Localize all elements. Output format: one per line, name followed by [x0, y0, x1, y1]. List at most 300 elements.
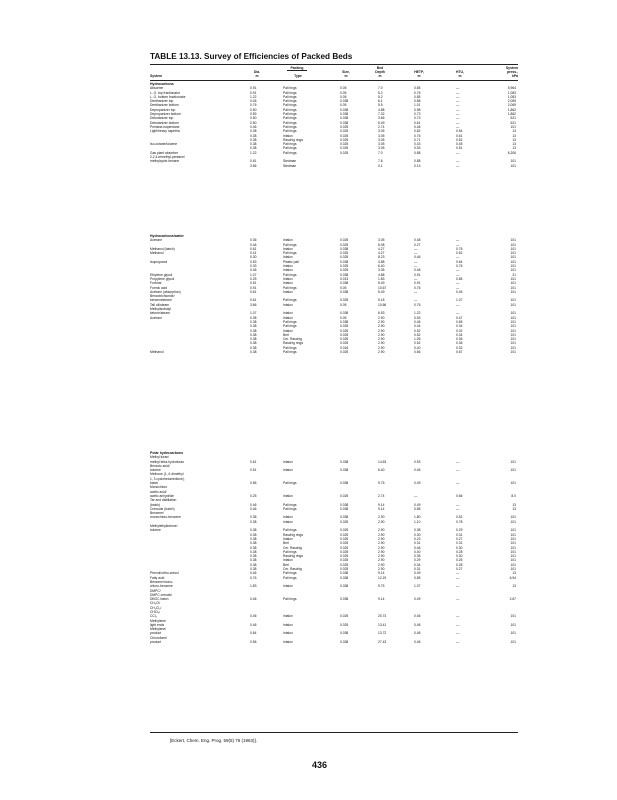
cell-system: methylcycle-hexane	[150, 159, 180, 164]
cell-dia: 1.22	[250, 94, 257, 99]
cell-bed-depth: 2.90	[378, 536, 385, 541]
cell-system-pressure: 101	[510, 124, 516, 129]
cell-system: Isopropanol	[150, 259, 168, 264]
cell-dia: 0.38	[250, 567, 257, 572]
cell-packing-type: Pall rings	[283, 350, 297, 355]
cell-htu: 0.54	[456, 129, 463, 134]
cell-packing-type: Intalox	[283, 622, 293, 627]
cell-packing-type: Pall rings	[283, 94, 297, 99]
cell-system-pressure: 101	[510, 285, 516, 290]
cell-bed-depth: 2.90	[378, 549, 385, 554]
cell-packing-type: Raschig rings	[283, 341, 303, 346]
cell-system-pressure: 1,083	[507, 94, 516, 99]
cell-hetp: 0.76	[414, 133, 421, 138]
cell-packing-size: 0.038	[340, 584, 349, 589]
cell-system-pressure: 101	[510, 459, 516, 464]
cell-packing-type: Pall rings	[283, 481, 297, 486]
cell-htu: —	[456, 268, 460, 273]
cell-system-pressure: 1,083	[507, 90, 516, 95]
cell-dia: 0.46	[250, 622, 257, 627]
cell-hetp: 0.38	[414, 528, 421, 533]
cell-packing-type: Intalox	[283, 268, 293, 273]
table-row	[150, 640, 518, 644]
cell-hetp: 0.30	[414, 532, 421, 537]
cell-system-pressure: 101	[510, 640, 516, 645]
cell-dia: 0.30	[250, 255, 257, 260]
cell-packing-type: Intalox	[283, 640, 293, 645]
cell-bed-depth: 2.90	[378, 519, 385, 524]
cell-system: Tar and distillation	[150, 498, 177, 503]
cell-htu: —	[456, 640, 460, 645]
cell-packing-type: Pall rings	[283, 272, 297, 277]
cell-packing-size: 0.038	[340, 575, 349, 580]
cell-system: Methanol	[150, 251, 164, 256]
section-hydrocarbons-water	[150, 234, 518, 354]
cell-packing-type: Pall rings	[283, 124, 297, 129]
cell-system-pressure: 13	[512, 584, 516, 589]
cell-system-pressure: 6.94	[509, 575, 516, 580]
cell-packing-type: Pall rings	[283, 116, 297, 121]
cell-dia: 1.07	[250, 272, 257, 277]
cell-dia: 0.50	[250, 120, 257, 125]
cell-system-pressure: 21	[512, 272, 516, 277]
cell-hetp: 0.13	[414, 163, 421, 168]
cell-system: Methylethylketone/	[150, 524, 178, 529]
cell-dia: 0.38	[250, 324, 257, 329]
cell-dia: 0.61	[250, 246, 257, 251]
cell-system-pressure: 101	[510, 528, 516, 533]
cell-system-pressure: 101	[510, 515, 516, 520]
cell-packing-size: 0.025	[340, 328, 349, 333]
cell-htu: 0.28	[456, 562, 463, 567]
cell-packing-size: 0.025	[340, 298, 349, 303]
cell-packing-type: Stedman	[283, 159, 297, 164]
cell-system: Acetone (absorption)	[150, 289, 181, 294]
cell-htu: 0.31	[456, 532, 463, 537]
cell-dia: 0.46	[250, 242, 257, 247]
cell-bed-depth: 7.0	[378, 150, 383, 155]
cell-htu: 0.45	[456, 142, 463, 147]
cell-system-pressure: 2,069	[507, 99, 516, 104]
cell-system: Debutanizer bottom	[150, 120, 179, 125]
cell-dia: 0.61	[250, 289, 257, 294]
cell-packing-size: 0.025	[340, 614, 349, 619]
cell-system: toluene	[150, 468, 161, 473]
cell-hetp: 0.76	[414, 90, 421, 95]
cell-packing-size: 0.038	[340, 281, 349, 286]
cell-packing-size: 0.025	[340, 264, 349, 269]
cell-system-pressure: 13	[512, 571, 516, 576]
cell-htu: 0.52	[456, 515, 463, 520]
cell-system-pressure: 101	[510, 631, 516, 636]
cell-packing-type: Raschig rings	[283, 554, 303, 559]
cell-system: Deethanizer top	[150, 99, 174, 104]
cell-htu: —	[456, 159, 460, 164]
cell-bed-depth: 4.88	[378, 259, 385, 264]
header-system-press-2: press.,	[507, 70, 518, 75]
cell-bed-depth: 9.75	[378, 584, 385, 589]
cell-packing-type: Pall rings	[283, 146, 297, 151]
cell-packing-type: Berl	[283, 562, 289, 567]
cell-packing-size: 0.038	[340, 246, 349, 251]
cell-packing-type: Intalox	[283, 631, 293, 636]
cell-htu: 0.64	[456, 259, 463, 264]
cell-packing-size: 0.038	[340, 571, 349, 576]
cell-bed-depth: 9.14	[378, 597, 385, 602]
cell-dia: 0.38	[250, 528, 257, 533]
cell-system: Benzene/mono-	[150, 579, 174, 584]
cell-htu: 0.32	[456, 345, 463, 350]
cell-htu: 0.52	[456, 251, 463, 256]
cell-system: (batch)	[150, 502, 161, 507]
cell-htu: 0.26	[456, 558, 463, 563]
cell-hetp: 1.01	[414, 103, 421, 108]
cell-packing-size: 0.025	[340, 324, 349, 329]
header-dia: Dia.	[253, 70, 261, 75]
cell-system-pressure: 101	[510, 315, 516, 320]
cell-hetp: 0.44	[414, 324, 421, 329]
cell-htu: 0.85	[456, 276, 463, 281]
cell-packing-type: Pall rings	[283, 597, 297, 602]
cell-bed-depth: 10.66	[378, 302, 387, 307]
cell-packing-size: 0.025	[340, 541, 349, 546]
cell-hetp: 0.53	[414, 146, 421, 151]
cell-system: chloro-benzene	[150, 584, 173, 589]
cell-system: Pentane-isopentane	[150, 124, 180, 129]
cell-htu: —	[456, 255, 460, 260]
cell-htu: —	[456, 124, 460, 129]
cell-system: L. O. bottom fractionator	[150, 94, 186, 99]
cell-htu: 0.32	[456, 328, 463, 333]
cell-bed-depth: 5.5	[378, 103, 383, 108]
cell-hetp: 0.85	[414, 86, 421, 91]
cell-system: product	[150, 631, 161, 636]
cell-packing-type: Pall rings	[283, 107, 297, 112]
cell-htu: —	[456, 285, 460, 290]
cell-packing-type: Intalox	[283, 515, 293, 520]
cell-system-pressure: 1,862	[507, 107, 516, 112]
cell-htu: —	[456, 468, 460, 473]
cell-packing-type: Pall rings	[283, 99, 297, 104]
section-title: Hydrocarbons	[150, 82, 174, 86]
cell-packing-size: 0.025	[340, 622, 349, 627]
cell-packing-type: Intalox	[283, 133, 293, 138]
cell-packing-type: Plastic pall	[283, 259, 299, 264]
cell-packing-type: Pall rings	[283, 528, 297, 533]
cell-bed-depth: 6.53	[378, 311, 385, 316]
cell-bed-depth: 2.90	[378, 554, 385, 559]
cell-packing-size: 0.038	[340, 289, 349, 294]
header-dia-unit: m	[255, 74, 259, 79]
cell-bed-depth: 5.2	[378, 94, 383, 99]
cell-dia: 0.61	[250, 459, 257, 464]
cell-packing-type: Pall rings	[283, 285, 297, 290]
cell-bed-depth: 5.49	[378, 289, 385, 294]
cell-dia: 0.51	[250, 281, 257, 286]
header-hetp-unit: m	[417, 74, 421, 79]
cell-system-pressure: 101	[510, 268, 516, 273]
cell-packing-type: Intalox	[283, 558, 293, 563]
cell-system-pressure: 101	[510, 324, 516, 329]
cell-dia: 0.56	[250, 481, 257, 486]
cell-dia: 1.83	[250, 584, 257, 589]
cell-system: CH₃Cl/	[150, 601, 161, 606]
cell-system: Acetone	[150, 238, 163, 243]
cell-dia: 0.38	[250, 332, 257, 337]
cell-packing-size: 0.025	[340, 350, 349, 355]
cell-system-pressure: 101	[510, 289, 516, 294]
cell-bed-depth: 9.14	[378, 571, 385, 576]
cell-htu: —	[456, 571, 460, 576]
cell-packing-type: Intalox	[283, 246, 293, 251]
cell-bed-depth: 6.40	[378, 468, 385, 473]
cell-packing-type: Berl	[283, 541, 289, 546]
cell-htu: —	[456, 94, 460, 99]
cell-bed-depth: 2.90	[378, 350, 385, 355]
cell-system-pressure: 101	[510, 159, 516, 164]
cell-dia: 0.38	[250, 315, 257, 320]
cell-hetp: 0.73	[414, 112, 421, 117]
cell-packing-size: 0.025	[340, 146, 349, 151]
cell-packing-size: 0.025	[340, 519, 349, 524]
cell-packing-type: Intalox	[283, 614, 293, 619]
cell-dia: 0.38	[250, 319, 257, 324]
header-rule	[150, 80, 518, 81]
cell-dia: 0.25	[250, 493, 257, 498]
cell-bed-depth: 3.05	[378, 133, 385, 138]
cell-htu: 0.76	[456, 264, 463, 269]
cell-dia: 0.46	[250, 597, 257, 602]
cell-htu: 0.61	[456, 133, 463, 138]
cell-packing-size: 0.038	[340, 311, 349, 316]
header-htu-unit: m	[458, 74, 462, 79]
cell-system-pressure: 101	[510, 311, 516, 316]
cell-hetp: 0.46	[414, 468, 421, 473]
cell-bed-depth: 5.2	[378, 90, 383, 95]
cell-dia: 0.46	[250, 506, 257, 511]
cell-system: CH₂Cl₂/	[150, 605, 162, 610]
page-number: 436	[312, 760, 328, 770]
cell-bed-depth: 2.90	[378, 324, 385, 329]
cell-packing-type: Intalox	[283, 468, 293, 473]
cell-packing-size: 0.05	[340, 285, 347, 290]
cell-packing-size: 0.025	[340, 137, 349, 142]
cell-htu: 0.52	[456, 137, 463, 142]
cell-packing-type: Intalox	[283, 302, 293, 307]
cell-system-pressure: 13	[512, 146, 516, 151]
cell-bed-depth: 8.23	[378, 255, 385, 260]
cell-system: Fatty acid	[150, 575, 165, 580]
cell-hetp: 0.88	[414, 159, 421, 164]
cell-packing-type: Intalox	[283, 238, 293, 243]
cell-system: Benzotrichloride/	[150, 294, 175, 299]
cell-system: 1, 3 cyclohexanedione),	[150, 476, 185, 481]
cell-htu: —	[456, 238, 460, 243]
cell-system: Ethylene glycol	[150, 272, 173, 277]
cell-hetp: 0.48	[414, 238, 421, 243]
cell-system-pressure: 101	[510, 562, 516, 567]
cell-hetp: —	[414, 259, 418, 264]
cell-bed-depth: 3.35	[378, 268, 385, 273]
cell-system: Phenol/ortho-cresol	[150, 571, 179, 576]
cell-system: Iso-octane/toluene	[150, 142, 178, 147]
cell-htu: —	[456, 481, 460, 486]
cell-dia: 0.38	[250, 341, 257, 346]
cell-system: Methylene/	[150, 618, 167, 623]
cell-system: Depropanizer top	[150, 107, 176, 112]
cell-bed-depth: 2.74	[378, 493, 385, 498]
cell-dia: 0.50	[250, 116, 257, 121]
cell-htu: —	[456, 575, 460, 580]
cell-bed-depth: 9.14	[378, 502, 385, 507]
cell-hetp: —	[414, 493, 418, 498]
cell-hetp: —	[414, 251, 418, 256]
cell-dia: 0.38	[250, 129, 257, 134]
cell-hetp: 0.40	[414, 549, 421, 554]
cell-packing-size: 0.025	[340, 238, 349, 243]
cell-hetp: 0.71	[414, 137, 421, 142]
cell-packing-size: 0.05	[340, 90, 347, 95]
cell-system: Methylene/	[150, 627, 167, 632]
cell-system-pressure: 101	[510, 541, 516, 546]
table-row	[150, 350, 518, 354]
cell-hetp: 0.85	[414, 94, 421, 99]
cell-htu: —	[456, 103, 460, 108]
cell-system-pressure: 101	[510, 567, 516, 572]
cell-bed-depth: 10.67	[378, 285, 387, 290]
cell-htu: 0.27	[456, 567, 463, 572]
cell-bed-depth: 4.88	[378, 272, 385, 277]
cell-bed-depth: 2.90	[378, 341, 385, 346]
cell-packing-size: 0.038	[340, 459, 349, 464]
cell-dia: 0.38	[250, 137, 257, 142]
cell-htu: 0.67	[456, 350, 463, 355]
cell-dia: 0.51	[250, 468, 257, 473]
cell-dia: 0.50	[250, 107, 257, 112]
cell-system-pressure: 101	[510, 545, 516, 550]
cell-packing-size: 0.038	[340, 112, 349, 117]
cell-hetp: 0.31	[414, 541, 421, 546]
cell-system-pressure: 101	[510, 337, 516, 342]
cell-hetp: 0.61	[414, 120, 421, 125]
cell-hetp: 0.76	[414, 285, 421, 290]
cell-dia: 0.38	[250, 519, 257, 524]
cell-system-pressure: 101	[510, 481, 516, 486]
cell-hetp: 0.31	[414, 567, 421, 572]
cell-bed-depth: 6.1	[378, 99, 383, 104]
cell-system-pressure: 101	[510, 536, 516, 541]
cell-packing-type: Pall rings	[283, 86, 297, 91]
cell-hetp: 0.46	[414, 614, 421, 619]
cell-system: CCl₄	[150, 614, 157, 619]
cell-system: Creosote (batch)	[150, 506, 175, 511]
cell-bed-depth: 9.75	[378, 481, 385, 486]
cell-htu: —	[456, 311, 460, 316]
cell-bed-depth: 2.90	[378, 545, 385, 550]
cell-packing-type: Pall rings	[283, 142, 297, 147]
cell-bed-depth: 2.90	[378, 562, 385, 567]
cell-bed-depth: 6.08	[378, 242, 385, 247]
cell-dia: 0.38	[250, 545, 257, 550]
cell-packing-type: Pall rings	[283, 324, 297, 329]
cell-dia: 0.46	[250, 268, 257, 273]
cell-htu: —	[456, 120, 460, 125]
cell-system-pressure: 101	[510, 622, 516, 627]
cell-htu: 0.34	[456, 324, 463, 329]
cell-dia: 0.76	[250, 103, 257, 108]
cell-packing-type: Raschig rings	[283, 532, 303, 537]
cell-hetp: —	[414, 264, 418, 269]
cell-packing-size: 0.038	[340, 120, 349, 125]
cell-packing-size: 0.038	[340, 107, 349, 112]
cell-dia: 0.91	[250, 285, 257, 290]
cell-packing-size: 0.025	[340, 549, 349, 554]
cell-bed-depth: 20.73	[378, 614, 387, 619]
cell-htu: 0.28	[456, 549, 463, 554]
cell-bed-depth: 2.90	[378, 515, 385, 520]
cell-hetp: 0.85	[414, 506, 421, 511]
section-title: Polar hydrocarbons	[150, 451, 184, 455]
cell-bed-depth: 5.18	[378, 298, 385, 303]
cell-bed-depth: 27.43	[378, 640, 387, 645]
cell-hetp: 0.46	[414, 631, 421, 636]
cell-dia: 0.38	[250, 328, 257, 333]
cell-system: Benzoic acid/	[150, 463, 170, 468]
cell-bed-depth: 5.49	[378, 281, 385, 286]
cell-htu: —	[456, 281, 460, 286]
cell-htu: —	[456, 163, 460, 168]
cell-system: Methanol (batch)	[150, 246, 175, 251]
cell-hetp: 1.07	[414, 584, 421, 589]
cell-htu: —	[456, 272, 460, 277]
header-size-unit: m	[344, 74, 348, 79]
cell-hetp: 0.88	[414, 150, 421, 155]
cell-system-pressure: 101	[510, 319, 516, 324]
cell-bed-depth: 4.88	[378, 107, 385, 112]
cell-htu: —	[456, 112, 460, 117]
cell-dia: 0.56	[250, 640, 257, 645]
cell-packing-type: Cer. Raschig	[283, 545, 302, 550]
cell-packing-type: Pall rings	[283, 112, 297, 117]
cell-system: DBOC batch	[150, 597, 169, 602]
cell-bed-depth: 7.0	[378, 86, 383, 91]
cell-bed-depth: 2.90	[378, 332, 385, 337]
cell-bed-depth: 13.72	[378, 631, 387, 636]
cell-htu: —	[456, 116, 460, 121]
cell-system-pressure: 101	[510, 238, 516, 243]
cell-system-pressure: 5,964	[507, 86, 516, 91]
cell-system-pressure: 101	[510, 255, 516, 260]
cell-system: Formic acid	[150, 285, 168, 290]
cell-hetp: 1.10	[414, 519, 421, 524]
cell-htu: 0.78	[456, 519, 463, 524]
cell-system: Propylene glycol	[150, 276, 175, 281]
cell-hetp: 0.49	[414, 502, 421, 507]
cell-hetp: —	[414, 246, 418, 251]
cell-packing-type: Pall rings	[283, 506, 297, 511]
cell-system: Methyl furan/	[150, 455, 170, 460]
header-size: Size,	[342, 70, 350, 75]
cell-system-pressure: 101	[510, 246, 516, 251]
cell-htu: —	[456, 502, 460, 507]
cell-system-pressure: 13	[512, 137, 516, 142]
cell-dia: 0.38	[250, 133, 257, 138]
cell-system-pressure: 101	[510, 251, 516, 256]
cell-dia: 0.33	[250, 264, 257, 269]
cell-system-pressure: 101	[510, 558, 516, 563]
cell-system: Methone (1, 6 dimethyl	[150, 472, 184, 477]
cell-system-pressure: 13	[512, 506, 516, 511]
